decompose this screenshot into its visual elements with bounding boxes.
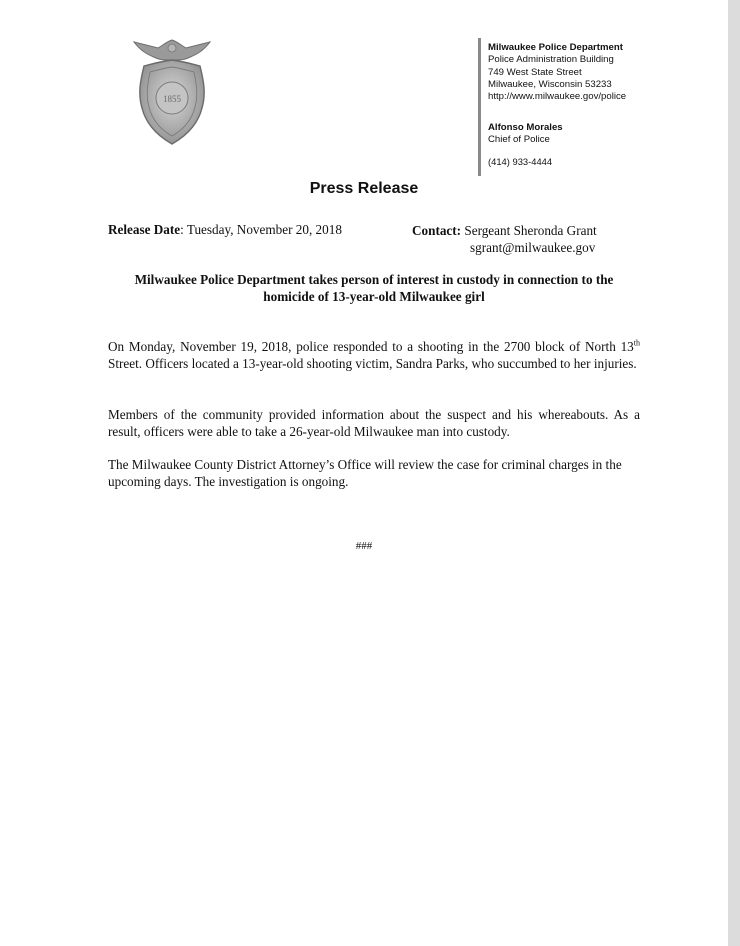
letterhead-address (488, 42, 626, 103)
contact-block (412, 222, 597, 256)
city-state-zip: Milwaukee, Wisconsin 53233 (488, 78, 612, 90)
page-title: Press Release (309, 180, 419, 197)
street-address: 749 West State Street (488, 66, 582, 78)
body-paragraph-2: Members of the community provided information about the suspect and his whereabouts. As a result, officers were able to take a 26-year-old Milwaukee man into custody. (108, 407, 640, 440)
website-link[interactable]: http://www.milwaukee.gov/police (488, 91, 627, 103)
end-mark: ### (355, 540, 373, 552)
body-paragraph-3: The Milwaukee County District Attorney’s Office will review the case for criminal charges in the upcoming days. The investigation is ongoing. (108, 457, 622, 490)
p1-superscript: th (633, 338, 640, 348)
release-date-label: Release Date (108, 222, 181, 237)
contact-name: Sergeant Sheronda Grant (464, 223, 597, 238)
phone-number: (414) 933-4444 (488, 156, 553, 167)
police-badge-icon (128, 36, 216, 148)
body-paragraph-1 (108, 338, 640, 373)
svg-text:1855: 1855 (163, 94, 181, 104)
p1-text-b: Street. Officers located a 13-year-old shooting victim, Sandra Parks, who succumbed to her injuries. (108, 356, 637, 372)
chief-name: Alfonso Morales (488, 122, 563, 133)
building-name: Police Administration Building (488, 54, 614, 66)
release-date-value: : Tuesday, November 20, 2018 (180, 222, 342, 237)
contact-label: Contact: (412, 223, 462, 238)
release-date (108, 222, 342, 238)
letterhead-divider (478, 38, 481, 176)
contact-email[interactable]: sgrant@milwaukee.gov (470, 240, 596, 255)
p1-text-a: On Monday, November 19, 2018, police responded to a shooting in the 2700 block of North 13 (108, 339, 634, 354)
headline: Milwaukee Police Department takes person of interest in custody in connection to the homicide of 13-year-old Milwaukee girl (134, 272, 614, 304)
chief-title: Chief of Police (488, 134, 550, 146)
viewer-gutter (728, 0, 740, 946)
org-name: Milwaukee Police Department (488, 42, 623, 53)
chief-info (488, 122, 563, 147)
